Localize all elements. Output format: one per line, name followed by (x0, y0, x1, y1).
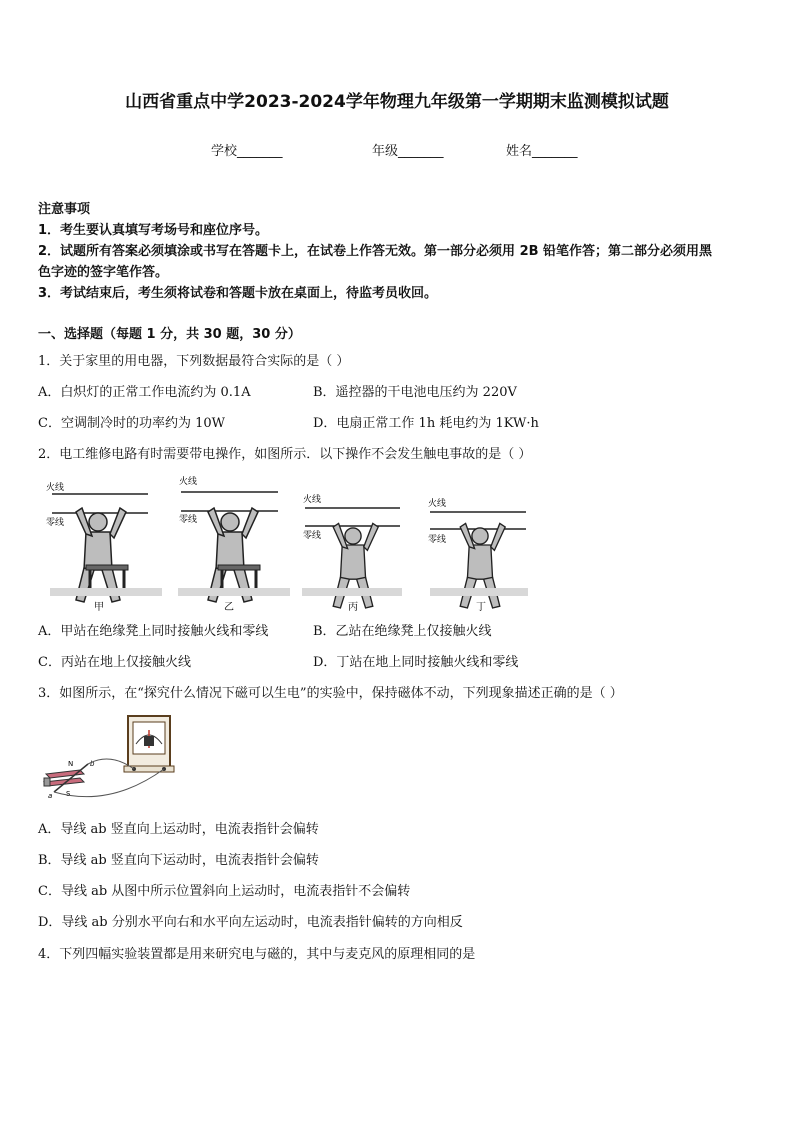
svg-text:零线: 零线 (179, 515, 198, 525)
section-heading: 一、选择题（每题 1 分，共 30 题，30 分） (38, 327, 301, 342)
notice-item-2: 2．试题所有答案必须填涂或书写在答题卡上，在试卷上作答无效。第一部分必须用 2B 铅笔作答；第二部分必须用黑 (38, 244, 713, 259)
notice-item-2-cont: 色字迹的签字笔作答。 (38, 265, 169, 280)
notice-item-1: 1．考生要认真填写考场号和座位序号。 (38, 223, 269, 238)
figure-ding (428, 497, 528, 613)
q2-option-a[interactable]: A．甲站在绝缘凳上同时接触火线和零线 (38, 624, 269, 639)
figure-jia (46, 481, 162, 613)
q2-option-b[interactable]: B．乙站在绝缘凳上仅接触火线 (313, 624, 492, 639)
q2-option-c[interactable]: C．丙站在地上仅接触火线 (38, 655, 191, 670)
q3-option-b[interactable]: B．导线 ab 竖直向下运动时，电流表指针会偏转 (38, 853, 319, 868)
q3-option-d[interactable]: D．导线 ab 分别水平向右和水平向左运动时，电流表指针偏转的方向相反 (38, 915, 463, 930)
q1-option-c[interactable]: C．空调制冷时的功率约为 10W (38, 416, 225, 431)
label-ding: 丁 (476, 602, 486, 613)
q1-option-b[interactable]: B．遥控器的干电池电压约为 220V (313, 385, 517, 400)
q2-option-d[interactable]: D．丁站在地上同时接触火线和零线 (313, 655, 519, 670)
name-field[interactable]: 姓名_______ (506, 144, 578, 159)
figure-bing (302, 493, 402, 613)
svg-text:零线: 零线 (428, 535, 447, 545)
wire-b-label: b (90, 760, 95, 768)
notice-heading: 注意事项 (38, 202, 91, 217)
q2-figure (40, 470, 540, 615)
notice-item-3: 3．考试结束后，考生须将试卷和答题卡放在桌面上，待监考员收回。 (38, 286, 438, 301)
q1-option-d[interactable]: D．电扇正常工作 1h 耗电约为 1KW·h (313, 416, 539, 431)
wire-a-label: a (48, 792, 53, 800)
q4-stem: 4．下列四幅实验装置都是用来研究电与磁的，其中与麦克风的原理相同的是 (38, 947, 476, 962)
svg-text:火线: 火线 (179, 477, 198, 487)
label-bing: 丙 (348, 602, 358, 613)
svg-text:零线: 零线 (303, 531, 322, 541)
page-title: 山西省重点中学2023-2024学年物理九年级第一学期期末监测模拟试题 (125, 92, 669, 112)
q1-stem: 1．关于家里的用电器，下列数据最符合实际的是（ ） (38, 354, 350, 369)
q3-stem: 3．如图所示，在“探究什么情况下磁可以生电”的实验中，保持磁体不动，下列现象描述正确的是（ ） (38, 686, 623, 701)
svg-text:火线: 火线 (428, 499, 447, 509)
q3-option-a[interactable]: A．导线 ab 竖直向上运动时，电流表指针会偏转 (38, 822, 319, 837)
label-yi: 乙 (224, 602, 234, 613)
svg-text:火线: 火线 (303, 495, 322, 505)
zero-label: 零线 (46, 518, 65, 528)
grade-field[interactable]: 年级_______ (372, 144, 444, 159)
school-field[interactable]: 学校_______ (211, 144, 283, 159)
q3-figure (40, 712, 180, 802)
q3-option-c[interactable]: C．导线 ab 从图中所示位置斜向上运动时，电流表指针不会偏转 (38, 884, 411, 899)
fire-label: 火线 (46, 483, 65, 493)
q1-option-a[interactable]: A．白炽灯的正常工作电流约为 0.1A (38, 385, 251, 400)
figure-yi (178, 475, 290, 613)
q2-stem: 2．电工维修电路有时需要带电操作，如图所示．以下操作不会发生触电事故的是（ ） (38, 447, 532, 462)
label-jia: 甲 (94, 602, 104, 613)
magnet-n-label: N (68, 760, 74, 768)
magnet-s-label: S (66, 790, 71, 798)
